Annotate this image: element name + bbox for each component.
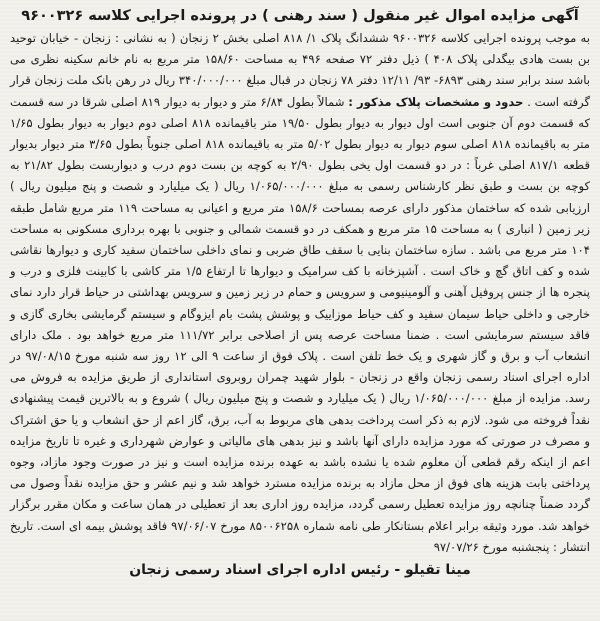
notice-title: آگهی مزایده اموال غیر منقول ( سند رهنی ) در پرونده اجرایی کلاسه ۹۶۰۰۳۲۶: [21, 8, 579, 24]
property-bounds-heading: حدود و مشخصات پلاک مذکور :: [348, 94, 524, 109]
notice-signature: مینا تقیلو - رئیس اداره اجرای اسناد رسمی زنجان: [129, 562, 471, 579]
notice-paragraph-part2: شمالاً بطول ۶/۸۴ متر و دیوار به دیوار ۸۱۹ اصلی شرقا در سه قسمت که قسمت دوم آن جنوبی است اول دیوار به دیوار بطول ۱۹/۵۰ متر باقیمانده ۸۱۸ اصلی دوم دیوار به دیوار بطول ۱/۶۵ متر به باقیمانده ۸۱۸ اصلی سوم دیوار به دیوار بطول ۵/۰۲ متر به باقیمانده ۸۱۸ اصلی جنوباً بطول ۳/۶۵ متر دیوار بدیوار قطعه ۸۱۷/۱ اصلی غرباً : در دو قسمت اول یخی بطول ۲/۹۰ به کوچه بن بست دوم درب و دیواربست بطول ۲۱/۸۲ به کوچه بن بست و طبق نظر کارشناس رسمی به مبلغ ۱/۰۶۵/۰۰۰/۰۰۰ ریال ( یک میلیارد و شصت و پنج میلیون ریال ) ارزیابی شده که ساختمان مذکور دارای عرصه بمساحت ۱۵۸/۶ متر مربع و اعیانی به مساحت ۱۱۹ متر مربع شامل طبقه زیر زمین ( انباری ) به مساحت ۱۵ متر مربع و همکف در دو قسمت شمالی و جنوبی با بهره برداری مسکونی به مساحت ۱۰۴ متر مربع می باشد . سازه ساختمان بنایی با سقف طاق ضربی و نمای داخلی ساختمان سفید کاری و دیوارها نقاشی شده و کف اتاق گچ و خاک است . آشپزخانه با کف سرامیک و دیوارها تا ارتفاع ۱/۵ متر کاشی با کابینت فلزی و درب و پنجره ها از جنس پروفیل آهنی و آلومینیومی و سرویس و حمام در زیر زمین و سرویس بهداشتی در حیاط قرار دارد نمای خارجی و داخلی حیاط سیمان سفید و کف حیاط موزاییک و پوشش پشت بام ایزوگام و سیستم گرمایشی بخاری گازی و فاقد سیستم سرمایشی است . ضمنا مساحت عرصه پس از اصلاحی برابر ۱۱۱/۷۲ متر مربع خواهد بود . ملک دارای انشعاب آب و برق و گاز شهری و یک خط تلفن است . پلاک فوق از ساعت ۹ الی ۱۲ روز سه شنبه مورخ ۹۷/۰۸/۱۵ در اداره اجرای اسناد رسمی زنجان واقع در زنجان - بلوار شهید چمران روبروی استانداری از طریق مزایده به فروش می رسد. مزایده از مبلغ ۱/۰۶۵/۰۰۰/۰۰۰ ریال ( یک میلیارد و شصت و پنج میلیون ریال ) شروع و به بالاترین قیمت پیشنهادی نقداً فروخته می شود. لازم به ذکر است پرداخت بدهی های مربوط به آب، برق، گاز اعم از حق انشعاب و یا حق اشتراک و مصرف در صورتی که مورد مزایده دارای آنها باشد و نیز بدهی های مالیاتی و عوارض شهرداری و غیره تا تاریخ مزایده اعم از اینکه رقم قطعی آن معلوم شده یا نشده باشد به عهده برنده مزایده است و نیز در صورت وجود مازاد، وجوه پرداختی بابت هزینه های فوق از محل مازاد به برنده مزایده مسترد خواهد شد و نیم عشر و حق مزایده نقداً وصول می گردد ضمناً چنانچه روز مزایده تعطیل رسمی گردد، مزایده روز اداری بعد از تعطیلی در همان ساعت و مکان مقرر برگزار خواهد شد. مورد وثیقه برابر اعلام بستانکار طی نامه شماره ۸۵۰۰۶۲۵۸ مورخ ۹۷/۰۶/۰۷ فاقد پوشش بیمه ای است. تاریخ انتشار : پنجشنبه مورخ ۹۷/۰۷/۲۶: [10, 94, 591, 554]
notice-body: [10, 28, 590, 558]
notice-paragraph-part1: به موجب پرونده اجرایی کلاسه ۹۶۰۰۳۲۶ ششدانگ پلاک ۱/ ۸۱۸ اصلی بخش ۲ زنجان ( به نشانی : زنجان - خیابان توحید بن بست هادی بیگدلی پلاک ۴۰۸ ) ذیل دفتر ۷۲ صفحه ۴۹۶ به مساحت ۱۵۸/۶۰ متر مربع به نام خانم سکینه نظری می باشد سند برابر سند رهنی ۶۸۹۳- ۹۳/ ۱۲/۱۱ دفتر ۷۸ زنجان در قبال مبلغ ۳۴۰/۰۰۰/۰۰۰ ریال در رهن بانک ملت زنجان قرار گرفته است .: [10, 31, 591, 109]
